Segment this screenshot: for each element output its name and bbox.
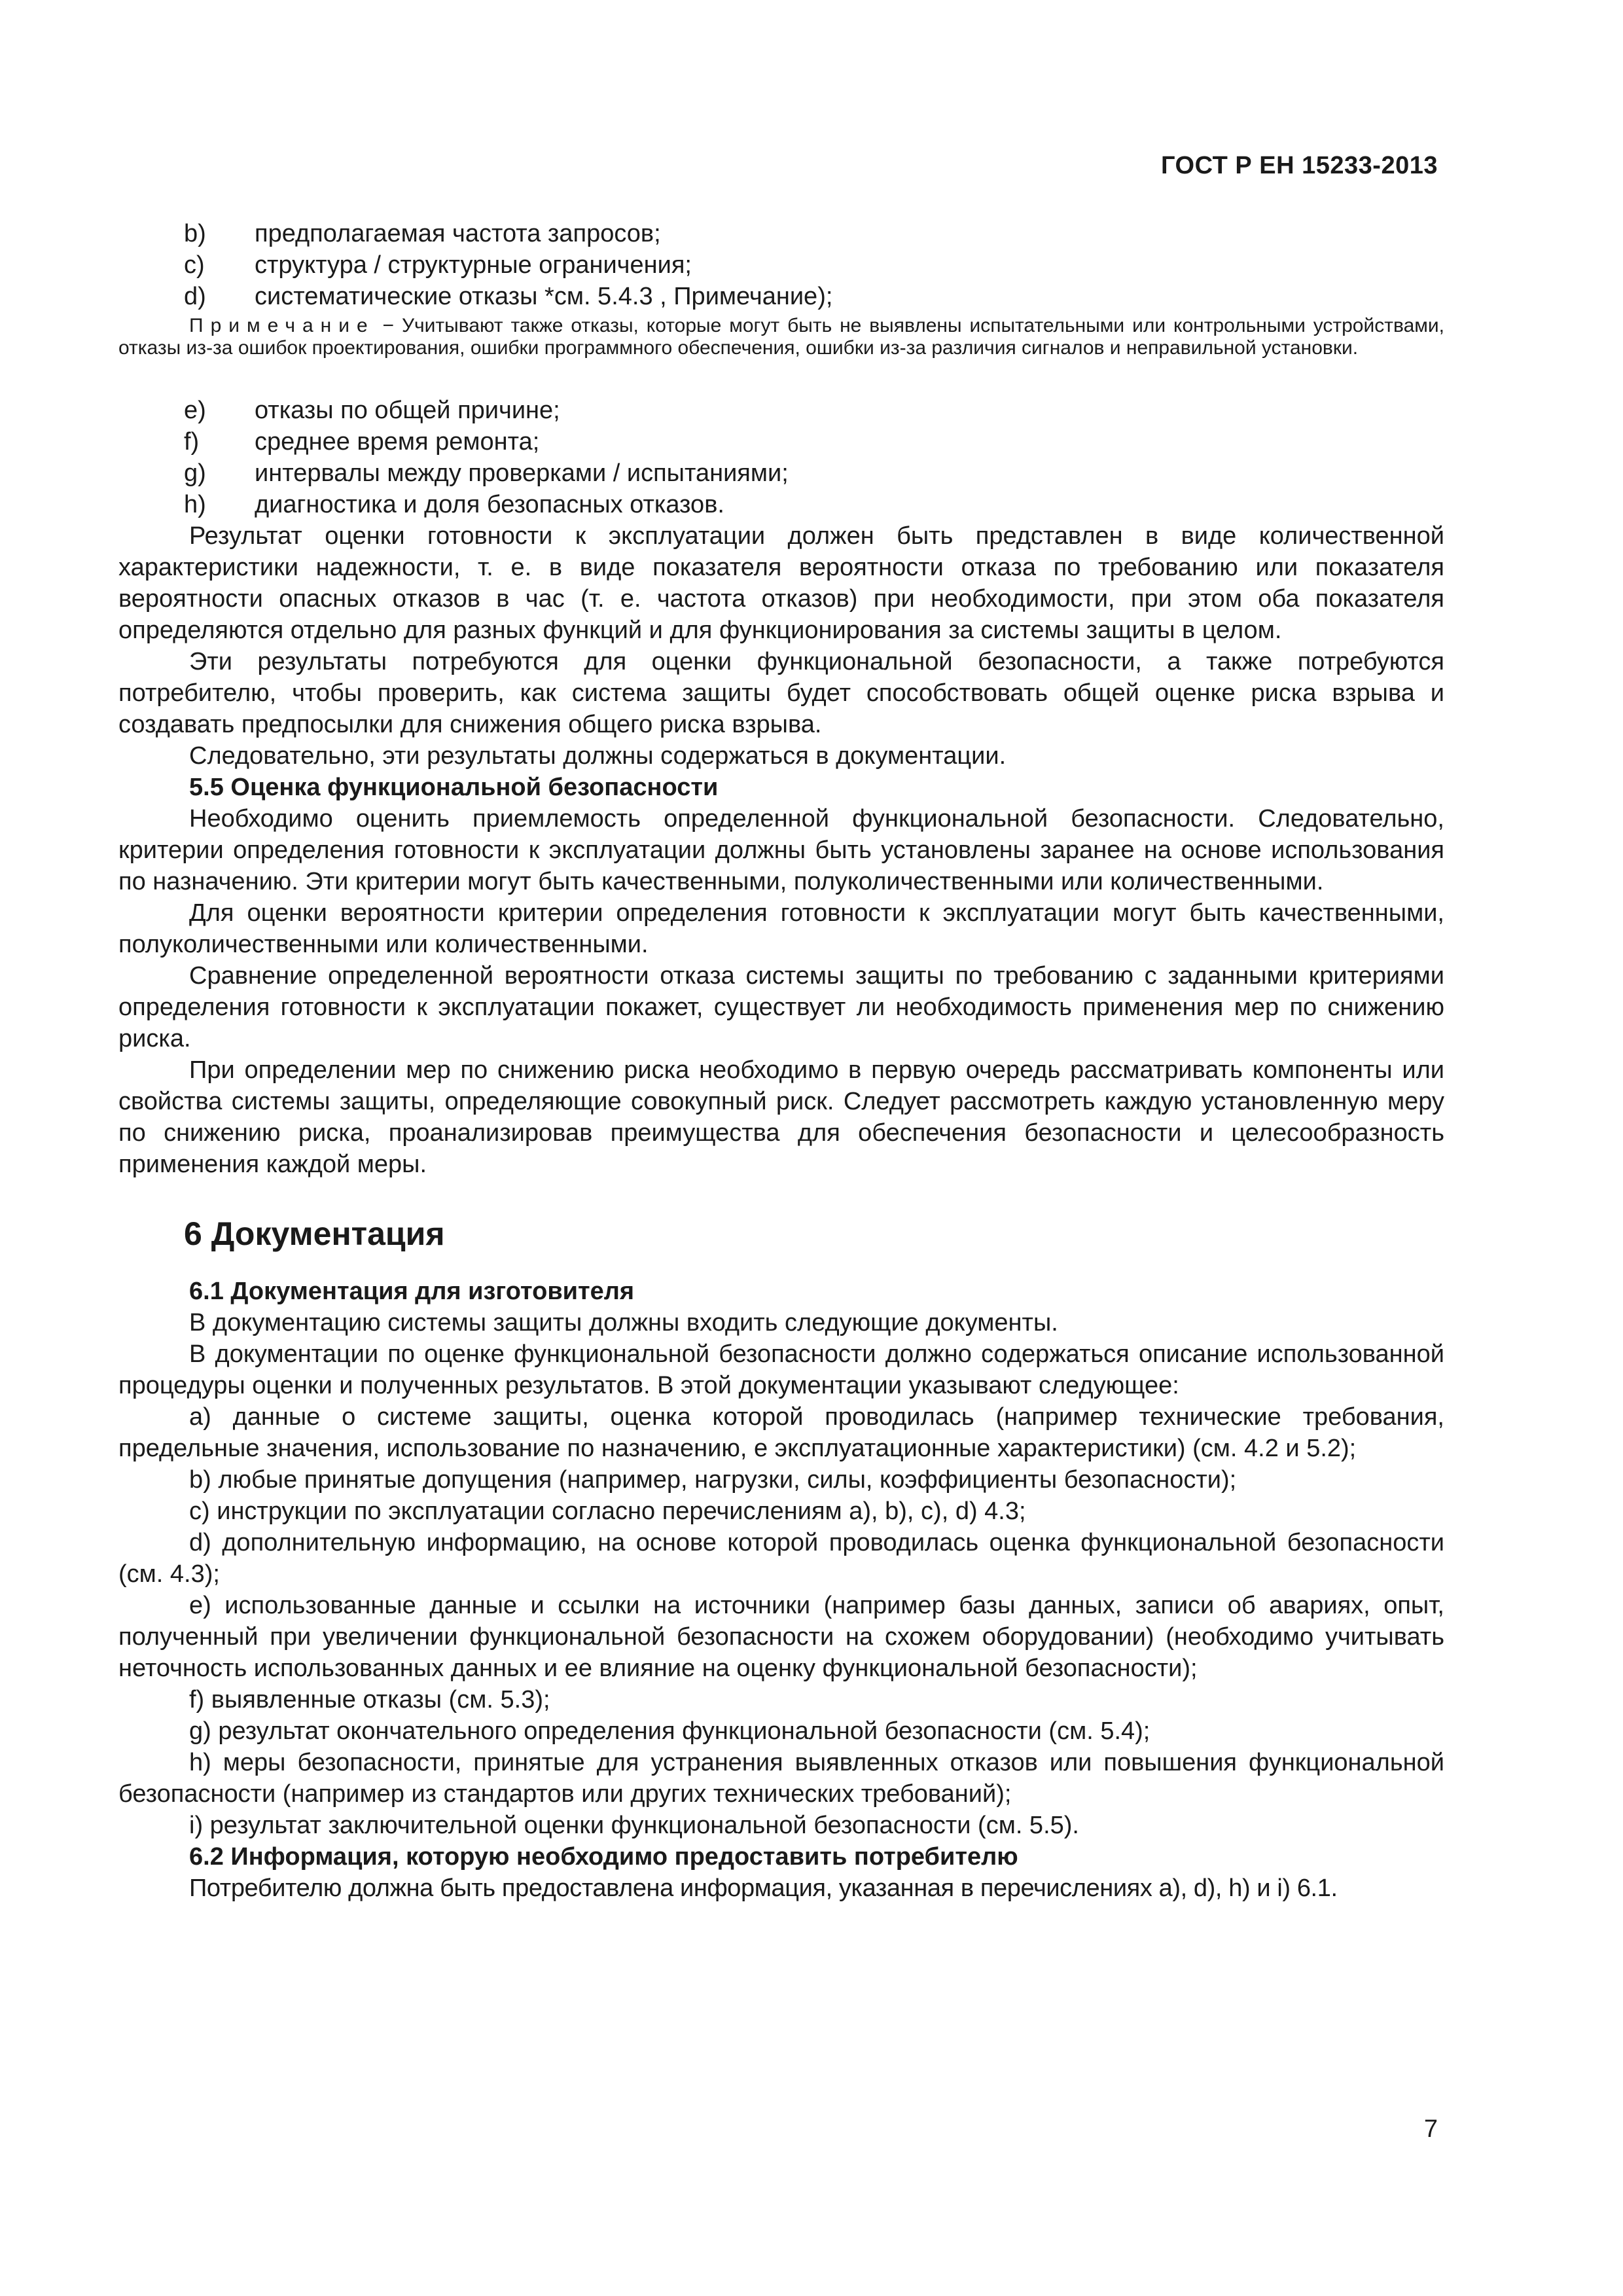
criteria-list-mid [118, 395, 1444, 520]
body-paragraph: Эти результаты потребуются для оценки функциональной безопасности, а также потребуются потребителю, чтобы проверить, как система защиты будет способствовать общей оценке риска взрыва и создавать предпосылки для снижения общего риска взрыва. [118, 648, 1444, 738]
enumeration-item: d) дополнительную информацию, на основе которой проводилась оценка функциональной безопасности (см. 4.3); [118, 1529, 1444, 1588]
page-content [118, 218, 1444, 1904]
body-paragraph: В документацию системы защиты должны входить следующие документы. [189, 1309, 1058, 1336]
body-paragraph: Результат оценки готовности к эксплуатации должен быть представлен в виде количественной характеристики надежности, т. е. в виде показателя вероятности отказа по требованию или показателя вероятности опасных отказов в час (т. е. частота отказов) при необходимости, при этом оба показателя определяются отдельно для разных функций и для функционирования за системы защиты в целом. [118, 522, 1444, 644]
standard-header: ГОСТ Р ЕН 15233-2013 [1161, 152, 1438, 179]
list-text: диагностика и доля безопасных отказов. [255, 491, 724, 518]
list-text: отказы по общей причине; [255, 397, 560, 424]
body-paragraph: Потребителю должна быть предоставлена информация, указанная в перечислениях a), d), h) и i) 6.1. [189, 1874, 1338, 1902]
list-marker: e) [184, 397, 206, 424]
subsection-title: 6.2 Информация, которую необходимо предоставить потребителю [189, 1843, 1018, 1871]
body-paragraph: В документации по оценке функциональной безопасности должно содержаться описание использованной процедуры оценки и полученных результатов. В этой документации указывают следующее: [118, 1340, 1444, 1399]
body-paragraph: При определении мер по снижению риска необходимо в первую очередь рассматривать компоненты или свойства системы защиты, определяющие совокупный риск. Следует рассмотреть каждую установленную меру по снижению риска, проанализировав преимущества для обеспечения безопасности и целесообразность применения каждой меры. [118, 1056, 1444, 1178]
enumeration-item: f) выявленные отказы (см. 5.3); [189, 1686, 550, 1713]
page-number: 7 [1423, 2115, 1438, 2143]
list-item [118, 395, 1444, 426]
subsection-title: 5.5 Оценка функциональной безопасности [189, 774, 719, 801]
list-marker: d) [184, 283, 206, 310]
list-item [118, 457, 1444, 489]
list-item [118, 489, 1444, 520]
enumeration-item: b) любые принятые допущения (например, нагрузки, силы, коэффициенты безопасности); [189, 1466, 1237, 1494]
section-title: 6 Документация [184, 1215, 445, 1252]
note-text: − Учитывают также отказы, которые могут быть не выявлены испытательными или контрольными устройствами, отказы из-за ошибок проектирования, ошибки программного обеспечения, ошибки из-за различия сигналов и неправильной установки. [118, 315, 1444, 359]
list-marker: b) [184, 220, 206, 247]
list-marker: c) [184, 251, 205, 279]
enumeration-item: e) использованные данные и ссылки на источники (например базы данных, записи об авариях, опыт, полученный при увеличении функциональной безопасности на схожем оборудовании) (необходимо учитывать неточность использованных данных и ее влияние на оценку функциональной безопасности); [118, 1592, 1444, 1682]
list-text: интервалы между проверками / испытаниями; [255, 459, 789, 487]
enumeration-item: i) результат заключительной оценки функциональной безопасности (см. 5.5). [189, 1812, 1079, 1839]
body-paragraph: Для оценки вероятности критерии определения готовности к эксплуатации могут быть качественными, полуколичественными или количественными. [118, 899, 1444, 958]
body-paragraph: Следовательно, эти результаты должны содержаться в документации. [189, 742, 1007, 770]
list-text: структура / структурные ограничения; [255, 251, 692, 279]
body-paragraph: Сравнение определенной вероятности отказа системы защиты по требованию с заданными критериями определения готовности к эксплуатации покажет, существует ли необходимость применения мер по снижению риска. [118, 962, 1444, 1052]
enumeration-item: g) результат окончательного определения функциональной безопасности (см. 5.4); [189, 1717, 1150, 1745]
list-marker: h) [184, 491, 206, 518]
enumeration-item: a) данные о системе защиты, оценка которой проводилась (например технические требования, предельные значения, использование по назначению, е эксплуатационные характеристики) (см. 4.2 и 5.2); [118, 1403, 1444, 1462]
list-item [118, 281, 1444, 312]
spacer [118, 359, 1444, 395]
list-marker: g) [184, 459, 206, 487]
note-paragraph [118, 315, 1444, 359]
list-item [118, 218, 1444, 249]
enumeration-item: h) меры безопасности, принятые для устранения выявленных отказов или повышения функциональной безопасности (например из стандартов или других технических требований); [118, 1749, 1444, 1808]
subsection-title: 6.1 Документация для изготовителя [189, 1278, 635, 1305]
list-text: предполагаемая частота запросов; [255, 220, 661, 247]
note-label: Примечание [189, 315, 375, 336]
list-item [118, 249, 1444, 281]
body-paragraph: Необходимо оценить приемлемость определенной функциональной безопасности. Следовательно, критерии определения готовности к эксплуатации должны быть установлены заранее на основе использования по назначению. Эти критерии могут быть качественными, полуколичественными или количественными. [118, 805, 1444, 895]
criteria-list-top [118, 218, 1444, 312]
list-item [118, 426, 1444, 457]
list-marker: f) [184, 428, 200, 456]
enumeration-item: c) инструкции по эксплуатации согласно перечислениям a), b), c), d) 4.3; [189, 1498, 1026, 1525]
list-text: среднее время ремонта; [255, 428, 540, 456]
list-text: систематические отказы *см. 5.4.3 , Примечание); [255, 283, 833, 310]
